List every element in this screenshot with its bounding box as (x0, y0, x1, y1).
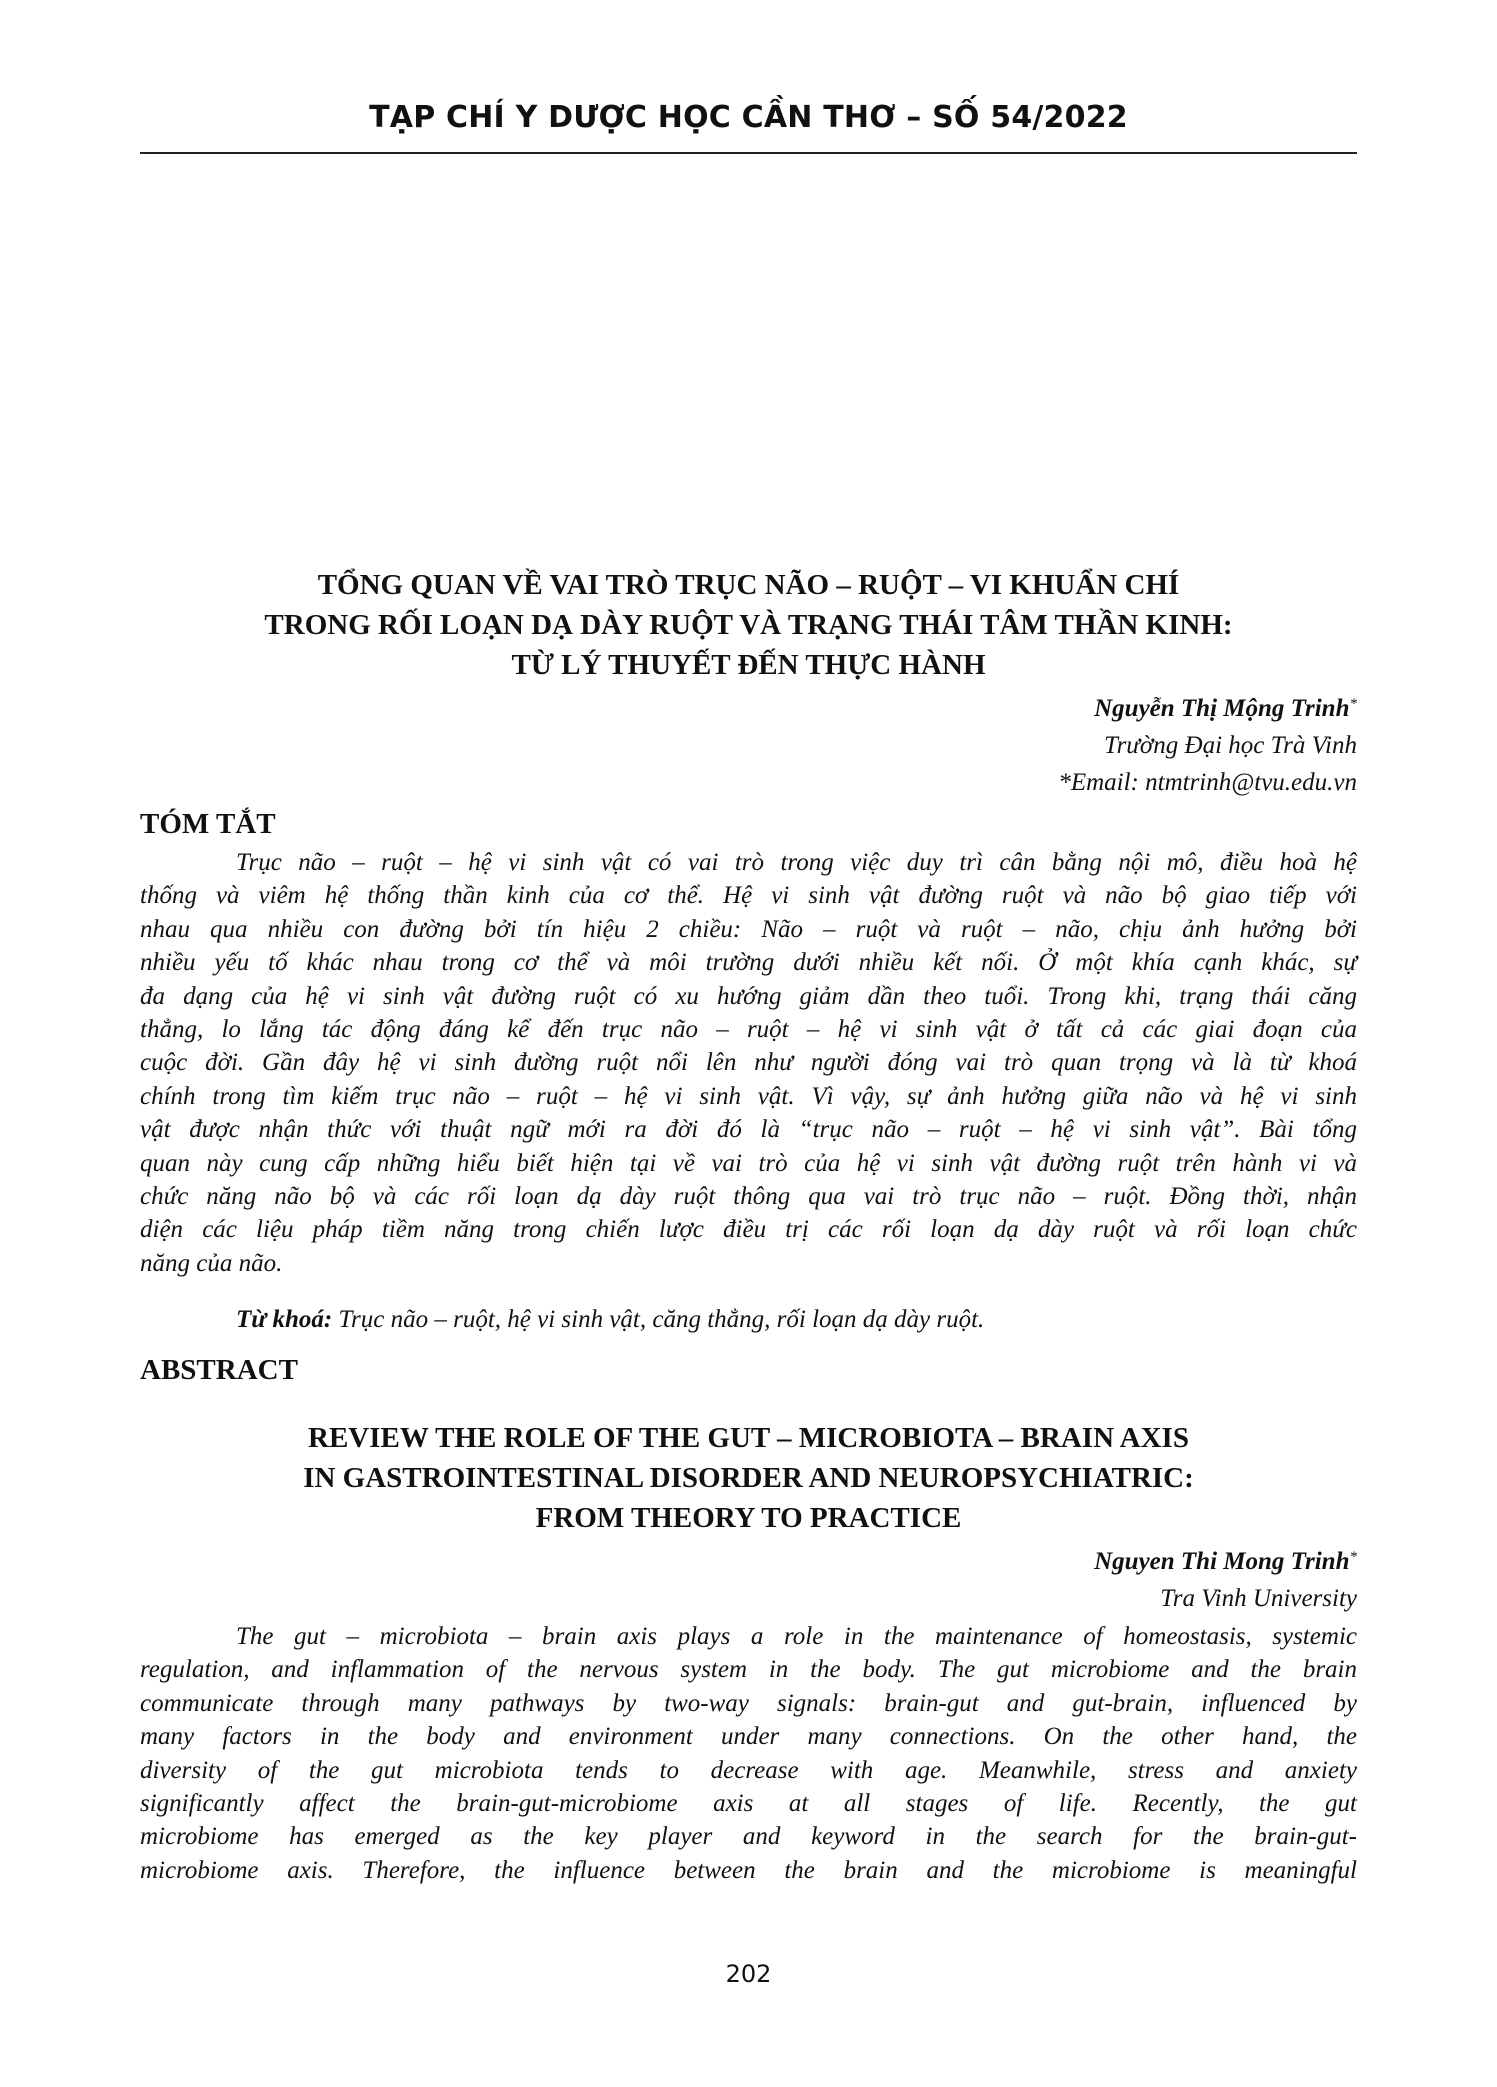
keywords (236, 1306, 984, 1334)
abstract-line: chức năng não bộ và các rối loạn dạ dày ruột thông qua vai trò trục não – ruột. Đồng thời, nhận (140, 1183, 1357, 1211)
abstract-line: cuộc đời. Gần đây hệ vi sinh đường ruột nổi lên như người đóng vai trò quan trọng và là từ khoá (140, 1049, 1357, 1077)
abstract-line: significantly affect the brain-gut-microbiome axis at all stages of life. Recently, the gut (140, 1790, 1357, 1818)
vietnamese-title-line: TỔNG QUAN VỀ VAI TRÒ TRỤC NÃO – RUỘT – VI KHUẨN CHÍ (317, 569, 1180, 601)
abstract-line: diện các liệu pháp tiềm năng trong chiến lược điều trị các rối loạn dạ dày ruột và rối loạn chức (140, 1216, 1357, 1244)
author-email: *Email: ntmtrinh@tvu.edu.vn (1058, 769, 1357, 796)
english-title-line: REVIEW THE ROLE OF THE GUT – MICROBIOTA – BRAIN AXIS (308, 1422, 1189, 1454)
page-number: 202 (725, 1960, 772, 1988)
abstract-line: Trục não – ruột – hệ vi sinh vật có vai trò trong việc duy trì cân bằng nội mô, điều hoà hệ (236, 849, 1357, 876)
abstract-line: microbiome has emerged as the key player and keyword in the search for the brain-gut- (140, 1823, 1357, 1851)
keywords-text: Trục não – ruột, hệ vi sinh vật, căng thẳng, rối loạn dạ dày ruột. (332, 1306, 985, 1333)
section-heading-tom-tat: TÓM TẮT (140, 808, 276, 840)
author-affiliation: Tra Vinh University (1160, 1585, 1357, 1612)
english-author-block (1094, 1543, 1357, 1617)
header-rule (140, 152, 1357, 154)
english-title-line: FROM THEORY TO PRACTICE (535, 1502, 962, 1534)
section-heading-abstract: ABSTRACT (140, 1354, 298, 1386)
vietnamese-abstract (140, 846, 1357, 1280)
abstract-line: nhau qua nhiều con đường bởi tín hiệu 2 chiều: Não – ruột và ruột – não, chịu ảnh hưởng bởi (140, 915, 1357, 943)
english-title-line: IN GASTROINTESTINAL DISORDER AND NEUROPSYCHIATRIC: (303, 1462, 1194, 1494)
abstract-line: chính trong tìm kiếm trục não – ruột – hệ vi sinh vật. Vì vậy, sự ảnh hưởng giữa não và hệ vi sinh (140, 1082, 1357, 1110)
abstract-line: thẳng, lo lắng tác động đáng kể đến trục não – ruột – hệ vi sinh vật ở tất cả các giai đoạn của (140, 1016, 1357, 1044)
author-mark: * (1349, 1549, 1357, 1565)
abstract-line: nhiều yếu tố khác nhau trong cơ thể và môi trường dưới nhiều kết nối. Ở một khía cạnh khác, sự (140, 949, 1357, 977)
abstract-line: regulation, and inflammation of the nervous system in the body. The gut microbiome and the brain (140, 1656, 1357, 1684)
author-name: Nguyễn Thị Mộng Trinh (1094, 695, 1350, 722)
abstract-line: microbiome axis. Therefore, the influence between the brain and the microbiome is meaningful (140, 1856, 1357, 1884)
abstract-line: diversity of the gut microbiota tends to decrease with age. Meanwhile, stress and anxiety (140, 1756, 1357, 1784)
abstract-line: The gut – microbiota – brain axis plays a role in the maintenance of homeostasis, systemic (236, 1623, 1357, 1650)
abstract-line: communicate through many pathways by two-way signals: brain-gut and gut-brain, influenced by (140, 1689, 1357, 1717)
vietnamese-title-line: TRONG RỐI LOẠN DẠ DÀY RUỘT VÀ TRẠNG THÁI TÂM THẦN KINH: (264, 609, 1233, 641)
english-abstract (140, 1620, 1357, 1887)
author-name: Nguyen Thi Mong Trinh (1094, 1548, 1350, 1575)
author-mark: * (1349, 696, 1357, 712)
vietnamese-author-block (1058, 690, 1357, 801)
vietnamese-title (140, 565, 1357, 685)
abstract-line: many factors in the body and environment under many connections. On the other hand, the (140, 1723, 1357, 1751)
vietnamese-title-line: TỪ LÝ THUYẾT ĐẾN THỰC HÀNH (511, 649, 986, 681)
abstract-line: thống và viêm hệ thống thần kinh của cơ thể. Hệ vi sinh vật đường ruột và não bộ giao tiếp với (140, 882, 1357, 910)
abstract-line: quan này cung cấp những hiểu biết hiện tại về vai trò của hệ vi sinh vật đường ruột trên hành vi và (140, 1149, 1357, 1177)
abstract-line: vật được nhận thức với thuật ngữ mới ra đời đó là “trục não – ruột – hệ vi sinh vật”. Bài tổng (140, 1116, 1357, 1144)
abstract-line: đa dạng của hệ vi sinh vật đường ruột có xu hướng giảm dần theo tuổi. Trong khi, trạng thái căng (140, 982, 1357, 1010)
author-affiliation: Trường Đại học Trà Vinh (1104, 732, 1357, 759)
journal-header: TẠP CHÍ Y DƯỢC HỌC CẦN THƠ – SỐ 54/2022 (369, 100, 1128, 135)
abstract-line: năng của não. (140, 1249, 283, 1277)
english-title (140, 1418, 1357, 1538)
keywords-label: Từ khoá: (236, 1306, 333, 1333)
